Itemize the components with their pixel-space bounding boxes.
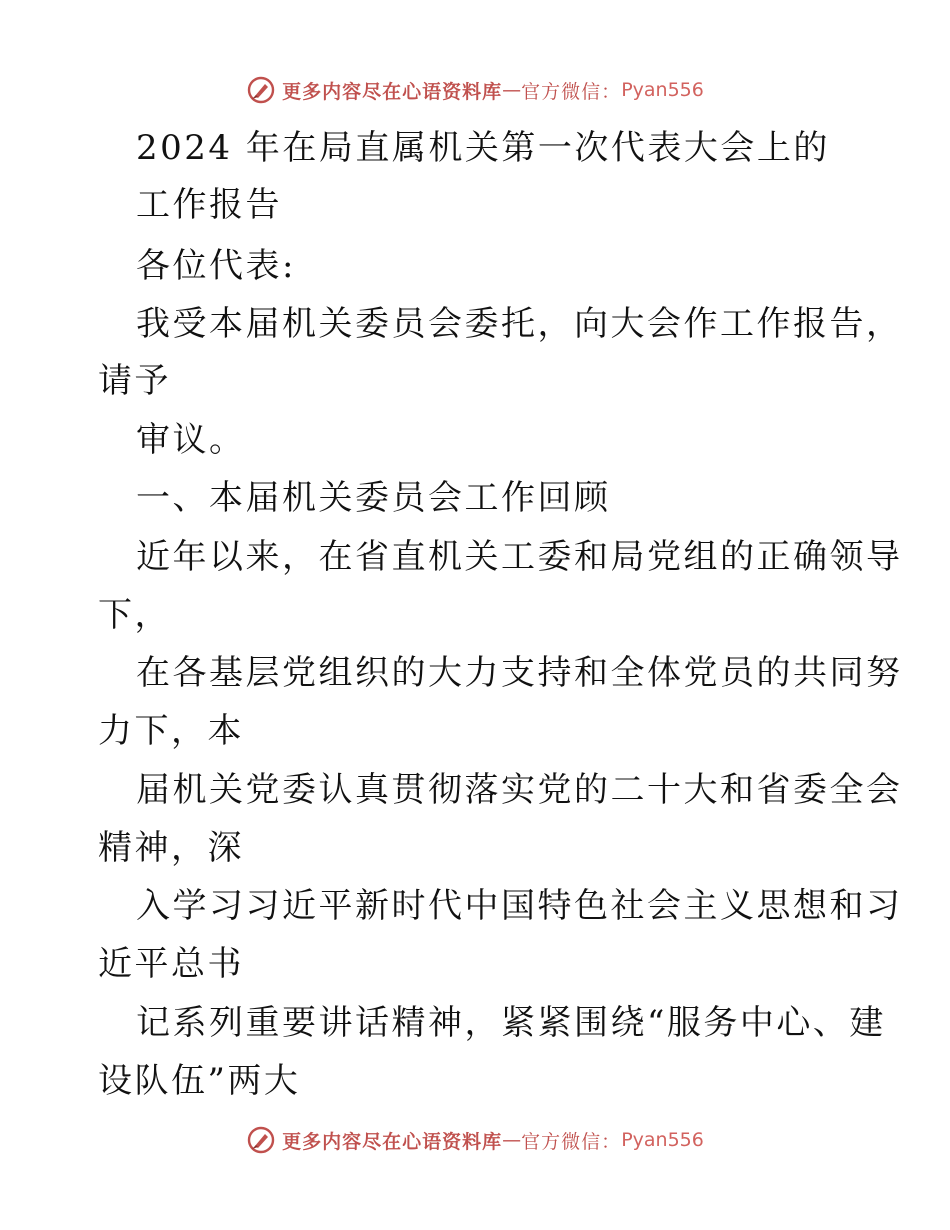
banner-wechat-label: 官方微信： bbox=[521, 1130, 622, 1153]
salutation: 各位代表: bbox=[136, 246, 296, 286]
paragraph-line: 在各基层党组织的大力支持和全体党员的共同努 bbox=[136, 653, 903, 693]
header-banner bbox=[0, 70, 950, 110]
paragraph-line: 设队伍”两大 bbox=[98, 1061, 301, 1101]
paragraph-line: 近平总书 bbox=[98, 944, 244, 984]
paragraph-line: 我受本届机关委员会委托，向大会作工作报告， bbox=[136, 304, 903, 344]
paragraph-line: 下， bbox=[98, 595, 171, 635]
paragraph-line: 力下，本 bbox=[98, 711, 244, 751]
footer-banner bbox=[0, 1120, 950, 1160]
section-heading: 一、本届机关委员会工作回顾 bbox=[136, 478, 611, 518]
banner-separator: — bbox=[502, 1129, 522, 1151]
paragraph-line: 审议。 bbox=[136, 420, 246, 460]
banner-wechat-label: 官方微信： bbox=[521, 80, 622, 103]
paragraph-line: 记系列重要讲话精神，紧紧围绕“服务中心、建 bbox=[136, 1003, 886, 1043]
banner-separator: — bbox=[502, 79, 522, 101]
banner-brand-text: 更多内容尽在心语资料库 bbox=[282, 80, 503, 103]
paragraph-line: 近年以来，在省直机关工委和局党组的正确领导 bbox=[136, 537, 903, 577]
document-title-line-2: 工作报告 bbox=[136, 185, 282, 225]
pen-nib-logo-icon bbox=[246, 75, 276, 105]
banner-brand-text: 更多内容尽在心语资料库 bbox=[282, 1130, 503, 1153]
paragraph-line: 入学习习近平新时代中国特色社会主义思想和习 bbox=[136, 886, 903, 926]
paragraph-line: 精神，深 bbox=[98, 828, 244, 868]
banner-wechat-account: Pyan556 bbox=[621, 1129, 704, 1151]
document-title-line-1: 2024 年在局直属机关第一次代表大会上的 bbox=[136, 128, 830, 168]
pen-nib-logo-icon bbox=[246, 1125, 276, 1155]
banner-wechat-account: Pyan556 bbox=[621, 79, 704, 101]
paragraph-line: 请予 bbox=[98, 361, 171, 401]
paragraph-line: 届机关党委认真贯彻落实党的二十大和省委全会 bbox=[136, 770, 903, 810]
